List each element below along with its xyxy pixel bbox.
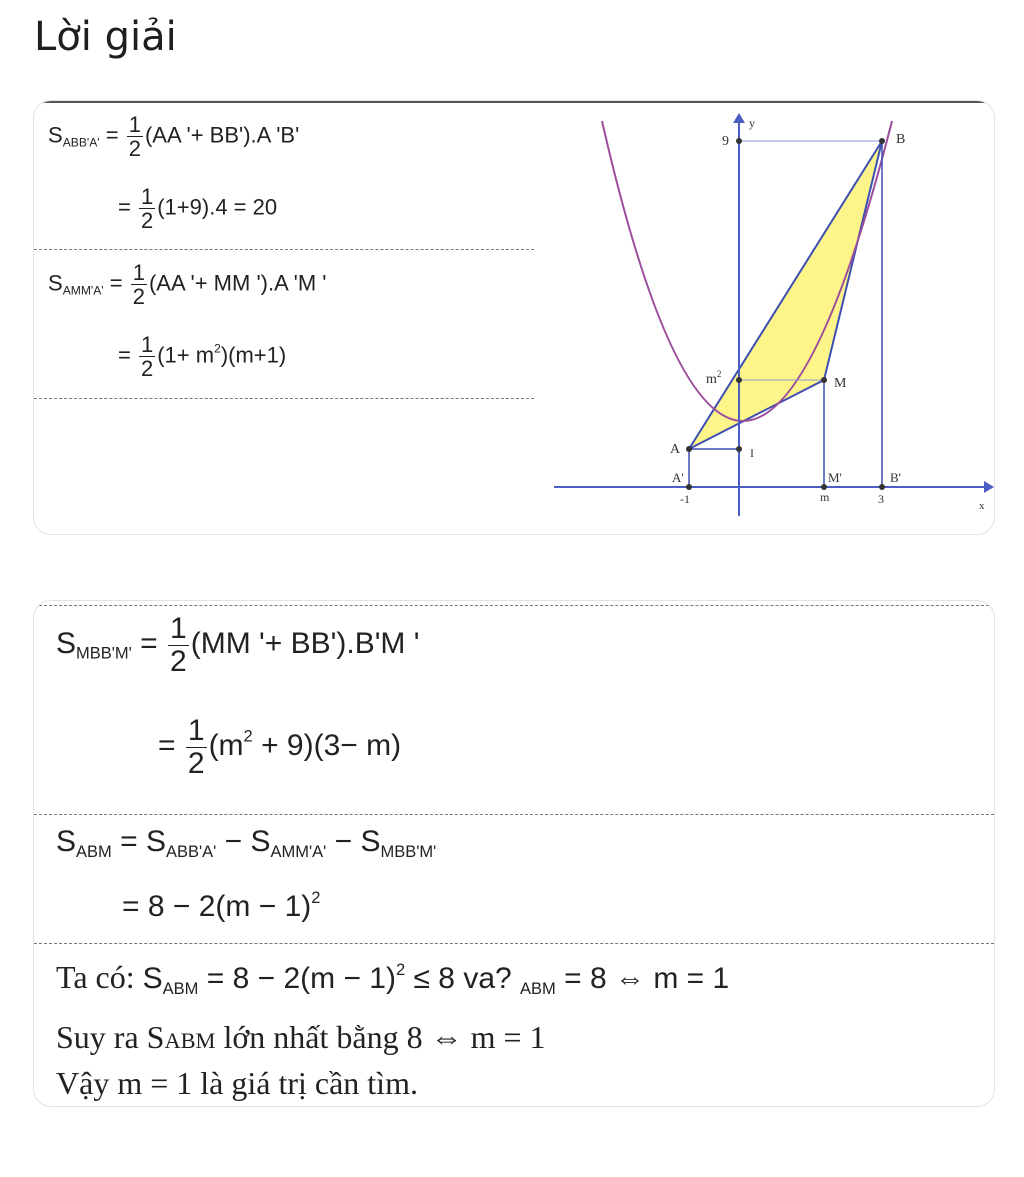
- fraction: [139, 185, 155, 232]
- fraction-numerator: 1: [140, 184, 154, 209]
- formula-area-mbbm: [56, 613, 419, 677]
- point-a: [686, 446, 692, 452]
- exponent: 2: [243, 727, 253, 746]
- text-part: Suy ra S: [56, 1019, 165, 1055]
- formula-rhs: (1+9).4 = 20: [157, 194, 278, 220]
- fraction-denominator: 2: [187, 746, 205, 780]
- expr-part: ≤ 8 va?: [405, 962, 521, 995]
- fraction-numerator: 1: [132, 260, 145, 285]
- text-part: lớn nhất bằng 8 ⇔ m = 1: [215, 1019, 546, 1055]
- fraction-numerator: 1: [187, 714, 205, 747]
- formula-lhs: S: [56, 626, 77, 660]
- fraction: [168, 613, 189, 677]
- s-abm-sub: ABM: [162, 979, 199, 998]
- x-axis-arrow: [984, 481, 994, 493]
- formula-area-amma: [48, 261, 327, 308]
- triangle-abm: [689, 141, 882, 449]
- s-mbbm-sub: MBB'M': [380, 842, 437, 861]
- point-i: [736, 446, 742, 452]
- fraction-denominator: 2: [132, 284, 145, 310]
- formula-lhs-sub: ABB'A': [62, 135, 100, 150]
- parabola-graph: [544, 101, 994, 534]
- fraction-denominator: 2: [170, 644, 187, 678]
- divider: [34, 398, 534, 399]
- s-amma-sub: AMM'A': [270, 842, 327, 861]
- label-9: 9: [722, 134, 729, 149]
- s-abm-sub-2: ABM: [520, 979, 556, 998]
- equals-sign: =: [118, 194, 131, 220]
- point-b-prime: [879, 484, 885, 490]
- text-sub: ABM: [164, 1028, 216, 1053]
- expr-part: = 8 − 2(m − 1): [198, 962, 396, 995]
- operator: = S: [111, 825, 166, 858]
- s-abm: S: [142, 962, 163, 995]
- conclusion-line-2: [56, 1019, 546, 1056]
- formula-rhs: (MM '+ BB').B'M ': [190, 626, 420, 660]
- page-title: Lời giải: [34, 14, 177, 60]
- formula-area-abm: [56, 825, 436, 862]
- label-m: M: [834, 376, 847, 391]
- s-abba-sub: ABB'A': [165, 842, 217, 861]
- point-9: [736, 138, 742, 144]
- fraction: [127, 113, 143, 160]
- point-m2: [736, 377, 742, 383]
- label-a-prime: A': [672, 470, 684, 485]
- formula-rhs: (AA '+ BB').A 'B': [144, 122, 300, 148]
- label-x-axis: x: [979, 500, 985, 512]
- fraction: [131, 261, 147, 308]
- s-abm-sub: ABM: [76, 842, 112, 861]
- label-y-axis: y: [749, 116, 755, 130]
- divider: [34, 814, 994, 815]
- formula-rhs: (AA '+ MM ').A 'M ': [148, 270, 327, 296]
- label-b-prime: B': [890, 470, 902, 485]
- formula-lhs-sub: AMM'A': [62, 283, 104, 298]
- label-x-m: m: [820, 490, 830, 504]
- expr-part: = 8 ⇔ m = 1: [555, 962, 730, 995]
- label-b: B: [896, 132, 906, 147]
- formula-lhs: S: [48, 122, 63, 148]
- fraction-denominator: 2: [140, 356, 154, 382]
- line-prefix: Ta có:: [56, 959, 143, 995]
- exponent: 2: [311, 889, 321, 907]
- formula-area-abba-value: [118, 185, 277, 232]
- formula-area-amma-value: [118, 333, 286, 380]
- equals-sign: =: [109, 270, 123, 296]
- exponent: 2: [395, 960, 406, 979]
- formula-rhs-part: )(m+1): [220, 342, 287, 368]
- conclusion-line-3: Vậy m = 1 là giá trị cần tìm.: [56, 1065, 418, 1101]
- formula-rhs-part: + 9)(3− m): [252, 728, 402, 762]
- point-m: [821, 377, 827, 383]
- fraction-denominator: 2: [140, 208, 154, 234]
- divider: [34, 605, 994, 606]
- operator: − S: [326, 825, 381, 858]
- fraction: [139, 333, 155, 380]
- divider: [34, 249, 534, 250]
- operator: − S: [216, 825, 271, 858]
- equals-sign: =: [118, 342, 131, 368]
- fraction-denominator: 2: [128, 136, 141, 162]
- y-axis-arrow: [733, 113, 745, 123]
- fraction: [186, 715, 207, 779]
- label-i: I: [750, 446, 754, 460]
- formula-area-abba: [48, 113, 299, 160]
- fraction-numerator: 1: [170, 612, 187, 645]
- equals-sign: =: [158, 728, 176, 762]
- fraction-numerator: 1: [128, 112, 141, 137]
- label-m2: $m^2$: [706, 369, 722, 387]
- formula-rhs-part: (1+ m: [157, 342, 215, 368]
- label-x-3: 3: [878, 492, 884, 506]
- formula-area-abm-value: [122, 889, 320, 924]
- formula-rhs-part: = 8 − 2(m − 1): [122, 890, 312, 924]
- label-x-minus1: -1: [680, 492, 690, 506]
- fraction-numerator: 1: [140, 332, 154, 357]
- solution-card-2: [33, 600, 995, 1107]
- equals-sign: =: [140, 626, 158, 660]
- formula-lhs-sub: MBB'M': [76, 644, 132, 663]
- label-m-prime: M': [828, 470, 842, 485]
- formula-lhs: S: [48, 270, 63, 296]
- exponent: 2: [214, 341, 221, 356]
- solution-card-1: [33, 100, 995, 535]
- conclusion-line-1: [56, 959, 729, 999]
- equals-sign: =: [105, 122, 119, 148]
- point-b: [879, 138, 885, 144]
- formula-area-mbbm-value: [158, 715, 401, 779]
- s-abm: S: [56, 825, 77, 858]
- divider: [34, 943, 994, 944]
- point-a-prime: [686, 484, 692, 490]
- label-a: A: [670, 442, 681, 457]
- formula-rhs-part: (m: [208, 728, 244, 762]
